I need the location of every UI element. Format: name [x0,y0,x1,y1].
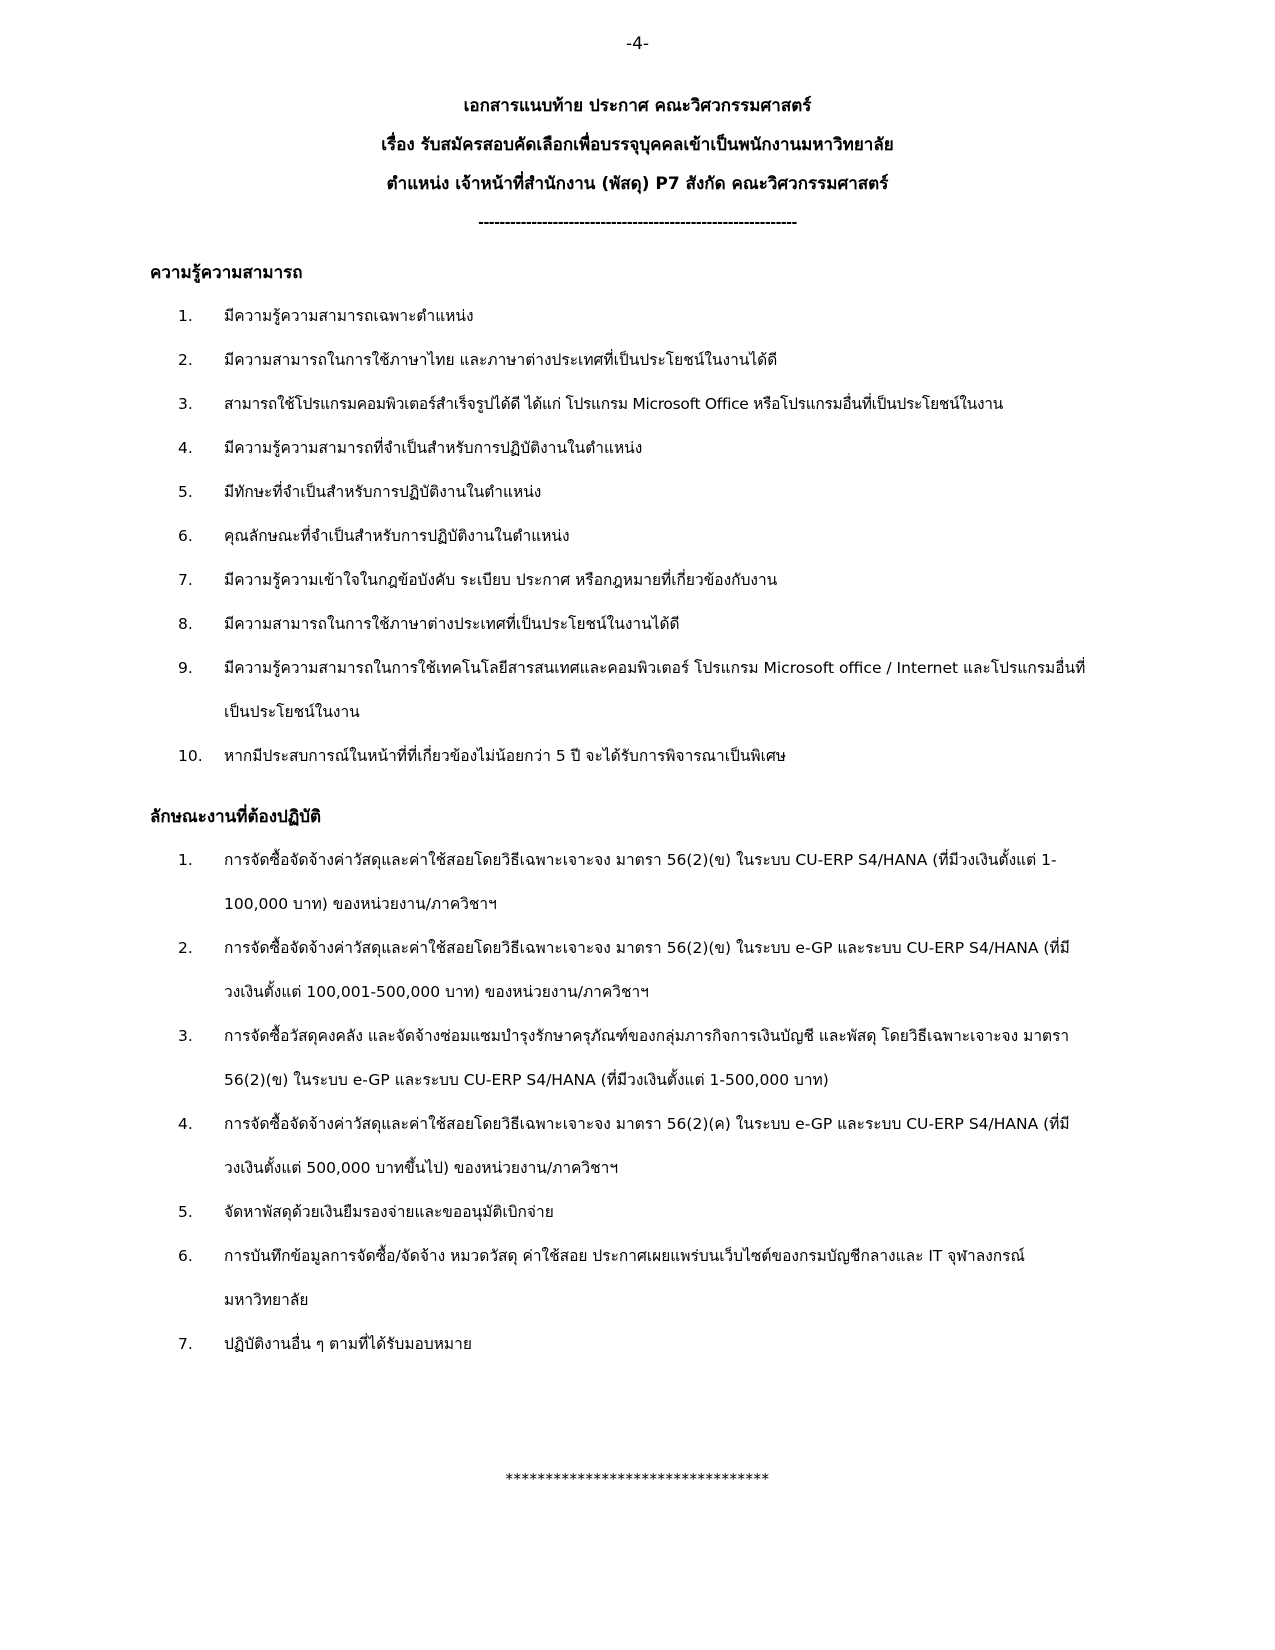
duty-item [178,1014,1158,1102]
item-text: มีความสามารถในการใช้ภาษาต่างประเทศที่เป็นประโยชน์ในงานได้ดี [224,615,680,633]
item-text: จัดหาพัสดุด้วยเงินยืมรองจ่ายและขออนุมัติเบิกจ่าย [224,1203,554,1221]
knowledge-item [178,294,1158,338]
item-number: 3. [178,395,193,413]
item-text: สามารถใช้โปรแกรมคอมพิวเตอร์สำเร็จรูปได้ดี ได้แก่ โปรแกรม Microsoft Office หรือโปรแกรมอื่นที่เป็นประโยชน์ในงาน [224,395,1003,413]
item-number: 10. [178,747,203,765]
item-number: 9. [178,659,193,677]
item-number: 3. [178,1027,193,1045]
item-text: การจัดซื้อวัสดุคงคลัง และจัดจ้างซ่อมแซมบำรุงรักษาครุภัณฑ์ของกลุ่มภารกิจการเงินบัญชี และพัสดุ โดยวิธีเฉพาะเจาะจง มาตรา 56(2)(ข) ในระบบ e-GP และระบบ CU-ERP S4/HANA (ที่มีวงเงินตั้งแต่ 1-500,000 บาท) [224,1027,1070,1089]
duty-item [178,1234,1158,1322]
item-number: 5. [178,483,193,501]
knowledge-list [178,294,1158,778]
title-block [0,96,1275,233]
knowledge-item [178,602,1158,646]
knowledge-item [178,470,1158,514]
item-text: การจัดซื้อจัดจ้างค่าวัสดุและค่าใช้สอยโดยวิธีเฉพาะเจาะจง มาตรา 56(2)(ข) ในระบบ e-GP และระบบ CU-ERP S4/HANA (ที่มีวงเงินตั้งแต่ 100,001-500,000 บาท) ของหน่วยงาน/ภาควิชาฯ [224,939,1070,1001]
duties-heading: ลักษณะงานที่ต้องปฏิบัติ [150,807,322,827]
duty-item [178,1322,1158,1366]
item-text: มีความรู้ความสามารถที่จำเป็นสำหรับการปฏิบัติงานในตำแหน่ง [224,439,643,457]
knowledge-item [178,426,1158,470]
item-number: 4. [178,439,193,457]
item-text: หากมีประสบการณ์ในหน้าที่ที่เกี่ยวข้องไม่น้อยกว่า 5 ปี จะได้รับการพิจารณาเป็นพิเศษ [224,747,786,765]
page-number: -4- [625,34,650,54]
duties-list [178,838,1158,1366]
knowledge-heading: ความรู้ความสามารถ [150,263,303,283]
item-text: มีทักษะที่จำเป็นสำหรับการปฏิบัติงานในตำแหน่ง [224,483,542,501]
item-number: 1. [178,307,193,325]
duty-item [178,1190,1158,1234]
item-number: 7. [178,1335,193,1353]
knowledge-item [178,382,1158,426]
knowledge-item [178,558,1158,602]
title-line-2: เรื่อง รับสมัครสอบคัดเลือกเพื่อบรรจุบุคคลเข้าเป็นพนักงานมหาวิทยาลัย [381,135,894,155]
item-text: การจัดซื้อจัดจ้างค่าวัสดุและค่าใช้สอยโดยวิธีเฉพาะเจาะจง มาตรา 56(2)(ข) ในระบบ CU-ERP S4/HANA (ที่มีวงเงินตั้งแต่ 1-100,000 บาท) ของหน่วยงาน/ภาควิชาฯ [224,851,1057,913]
footer-stars: ********************************* [505,1470,770,1488]
item-text: มีความรู้ความสามารถในการใช้เทคโนโลยีสารสนเทศและคอมพิวเตอร์ โปรแกรม Microsoft office / Internet และโปรแกรมอื่นที่เป็นประโยชน์ในงาน [224,659,1086,721]
title-line-1: เอกสารแนบท้าย ประกาศ คณะวิศวกรรมศาสตร์ [463,96,812,116]
item-number: 5. [178,1203,193,1221]
title-separator: ------------------------------------------------------------ [478,215,797,231]
title-line-3: ตำแหน่ง เจ้าหน้าที่สำนักงาน (พัสดุ) P7 สังกัด คณะวิศวกรรมศาสตร์ [386,174,889,194]
knowledge-item [178,734,1158,778]
item-text: การจัดซื้อจัดจ้างค่าวัสดุและค่าใช้สอยโดยวิธีเฉพาะเจาะจง มาตรา 56(2)(ค) ในระบบ e-GP และระบบ CU-ERP S4/HANA (ที่มีวงเงินตั้งแต่ 500,000 บาทขึ้นไป) ของหน่วยงาน/ภาควิชาฯ [224,1115,1070,1177]
duty-item [178,1102,1158,1190]
item-text: มีความสามารถในการใช้ภาษาไทย และภาษาต่างประเทศที่เป็นประโยชน์ในงานได้ดี [224,351,778,369]
item-text: ปฏิบัติงานอื่น ๆ ตามที่ได้รับมอบหมาย [224,1335,472,1353]
item-text: การบันทึกข้อมูลการจัดซื้อ/จัดจ้าง หมวดวัสดุ ค่าใช้สอย ประกาศเผยแพร่บนเว็บไซต์ของกรมบัญชีกลางและ IT จุฬาลงกรณ์มหาวิทยาลัย [224,1247,1025,1309]
item-number: 2. [178,939,193,957]
item-number: 7. [178,571,193,589]
knowledge-item [178,646,1158,734]
knowledge-item [178,514,1158,558]
item-number: 6. [178,527,193,545]
item-text: มีความรู้ความสามารถเฉพาะตำแหน่ง [224,307,474,325]
duty-item [178,838,1158,926]
duty-item [178,926,1158,1014]
item-number: 6. [178,1247,193,1265]
knowledge-item [178,338,1158,382]
item-number: 8. [178,615,193,633]
item-number: 2. [178,351,193,369]
item-number: 4. [178,1115,193,1133]
item-text: มีความรู้ความเข้าใจในกฎข้อบังคับ ระเบียบ ประกาศ หรือกฎหมายที่เกี่ยวข้องกับงาน [224,571,778,589]
item-number: 1. [178,851,193,869]
item-text: คุณลักษณะที่จำเป็นสำหรับการปฏิบัติงานในตำแหน่ง [224,527,570,545]
